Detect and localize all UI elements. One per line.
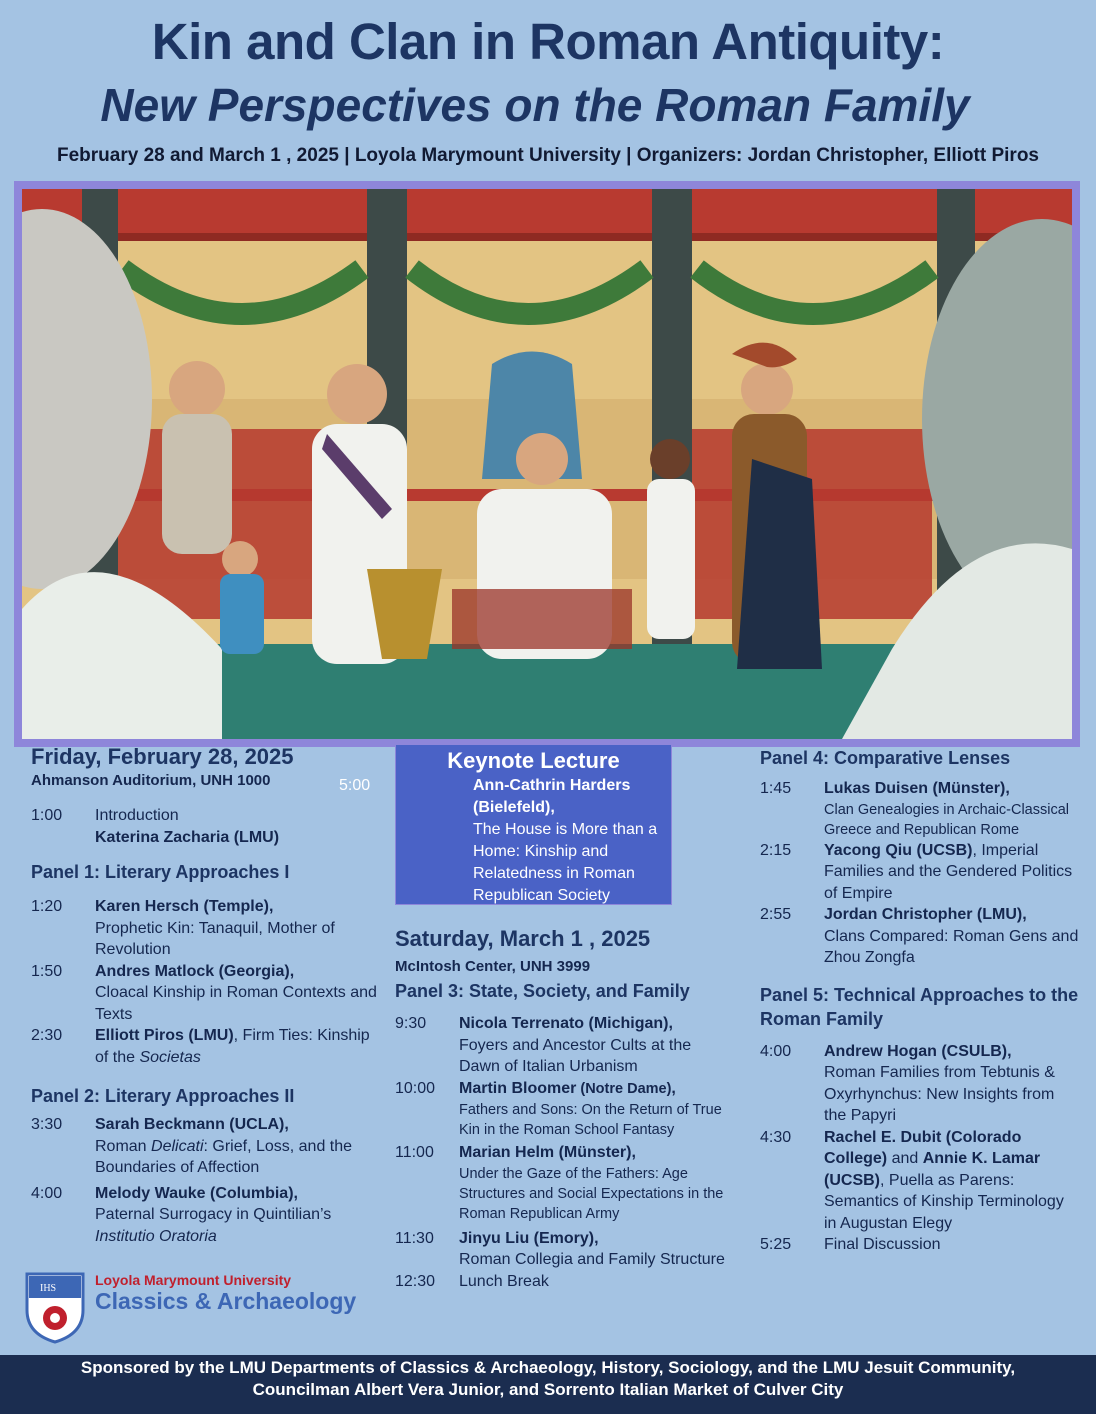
- talk-title-italic: Societas: [139, 1048, 201, 1066]
- speaker-name: Rachel E. Dubit (Colorado College): [824, 1128, 1022, 1167]
- time-label: 4:00: [31, 1184, 63, 1202]
- speaker-name: Nicola Terrenato (Michigan),: [459, 1015, 673, 1032]
- panel-2-heading: Panel 2: Literary Approaches II: [31, 1086, 295, 1106]
- talk-title: Under the Gaze of the Fathers: Age Structures and Social Expectations in the Roman Republican Army: [459, 1165, 724, 1222]
- speaker-name: Lukas Duisen (Münster),: [824, 780, 1010, 797]
- saturday-afternoon: [760, 746, 1080, 1256]
- schedule-entry: [395, 1228, 735, 1271]
- time-label: 1:00: [31, 807, 63, 824]
- schedule-entry: [760, 840, 1080, 905]
- speaker-name: Jordan Christopher (LMU),: [824, 906, 1027, 923]
- talk-title: Roman Collegia and Family Structure: [459, 1251, 725, 1268]
- poster-title: Kin and Clan in Roman Antiquity:: [151, 13, 945, 70]
- talk-title-italic: Institutio Oratoria: [95, 1227, 217, 1245]
- schedule-entry: [395, 1271, 735, 1293]
- talk-title: Roman Families from Tebtunis & Oxyrhynchus: New Insights from the Papyri: [824, 1064, 1055, 1124]
- speaker-name: Marian Helm (Münster),: [459, 1144, 636, 1161]
- schedule-entry: [760, 1234, 1080, 1256]
- talk-title: Foyers and Ancestor Cults at the Dawn of Italian Urbanism: [459, 1036, 692, 1075]
- talk-title: Fathers and Sons: On the Return of True Kin in the Roman School Fantasy: [459, 1102, 722, 1138]
- schedule-entry: [31, 896, 381, 961]
- time-label: 11:30: [395, 1229, 434, 1247]
- svg-text:IHS: IHS: [40, 1283, 57, 1294]
- logo-university-name: Loyola Marymount University: [95, 1272, 292, 1288]
- talk-title-rest: : Grief, Loss, and the Boundaries of Affection: [95, 1137, 353, 1176]
- schedule-entry: [760, 1127, 1080, 1235]
- speaker-name: Martin Bloomer: [459, 1079, 577, 1097]
- time-label: 2:55: [760, 906, 792, 923]
- schedule-entry: [31, 1183, 381, 1248]
- entry-title: Introduction: [95, 807, 179, 824]
- talk-title: The House is More than a Home: Kinship and Relatedness in Roman Republican Society: [473, 821, 658, 904]
- speaker-name: Jinyu Liu (Emory),: [459, 1229, 599, 1247]
- panel-5-heading: Panel 5: Technical Approaches to the Roman Family: [760, 984, 1079, 1029]
- talk-title: Lunch Break: [459, 1272, 549, 1290]
- speaker-name: Katerina Zacharia (LMU): [95, 828, 280, 846]
- intro-entry: [31, 805, 381, 848]
- time-label: 11:00: [395, 1144, 434, 1161]
- speaker-name: Karen Hersch (Temple),: [95, 898, 274, 915]
- talk-title: Final Discussion: [824, 1236, 941, 1253]
- speaker-name: Sarah Beckmann (UCLA),: [95, 1116, 289, 1133]
- schedule-entry: [31, 1114, 381, 1179]
- lmu-logo: [25, 1272, 355, 1344]
- talk-title: , Puella as Parens: Semantics of Kinship Terminology in Augustan Elegy: [824, 1171, 1064, 1232]
- sponsor-line-1: Sponsored by the LMU Departments of Classics & Archaeology, History, Sociology, and the LMU Jesuit Community,: [80, 1358, 1016, 1377]
- talk-title: Clan Genealogies in Archaic-Classical Greece and Republican Rome: [824, 801, 1070, 838]
- sponsor-footer: [0, 1355, 1096, 1414]
- keynote-heading: Keynote Lecture: [447, 748, 620, 773]
- time-label: 4:00: [760, 1042, 792, 1060]
- talk-title: Roman: [95, 1137, 152, 1155]
- talk-title: , Firm Ties: Kinship of the: [95, 1027, 370, 1066]
- talk-title-italic: Delicati: [151, 1137, 204, 1155]
- logo-department-name: Classics & Archaeology: [95, 1288, 357, 1314]
- poster-subtitle: New Perspectives on the Roman Family: [100, 79, 970, 131]
- talk-title: Cloacal Kinship in Roman Contexts and Texts: [95, 984, 377, 1023]
- time-label: 5:25: [760, 1236, 792, 1253]
- talk-title: , Imperial Families and the Gendered Politics of Empire: [824, 841, 1073, 902]
- keynote-box: [339, 744, 672, 905]
- panel-3-heading: Panel 3: State, Society, and Family: [395, 981, 690, 1001]
- speaker-name: Yacong Qiu (UCSB): [824, 841, 973, 859]
- schedule-entry: 10:00 Martin Bloomer (Notre Dame), Fathers and Sons: On the Return of True Kin in the Roman School Fantasy: [395, 1078, 735, 1141]
- schedule-entry: [31, 961, 381, 1026]
- lmu-shield-icon: [25, 1272, 85, 1344]
- talk-title: Clans Compared: Roman Gens and Zhou Zongfa: [824, 927, 1079, 966]
- panel-1-heading: Panel 1: Literary Approaches I: [31, 862, 290, 882]
- saturday-schedule: [395, 928, 735, 1292]
- speaker-name: Ann-Cathrin Harders (Bielefeld),: [473, 777, 631, 816]
- time-label: 2:15: [760, 841, 792, 859]
- time-label: 1:50: [31, 962, 63, 980]
- speaker-name: Andrew Hogan (CSULB),: [824, 1042, 1012, 1060]
- speaker-name: Annie K. Lamar (UCSB): [824, 1150, 1041, 1189]
- schedule-entry: [395, 1142, 735, 1224]
- time-label: 12:30: [395, 1272, 436, 1290]
- talk-title: Paternal Surrogacy in Quintilian’s: [95, 1206, 332, 1223]
- time-label: 2:30: [31, 1027, 63, 1044]
- time-label: 4:30: [760, 1128, 792, 1146]
- keynote-entry: [339, 775, 671, 907]
- speaker-name: Melody Wauke (Columbia),: [95, 1184, 298, 1202]
- time-label: 1:20: [31, 898, 63, 915]
- time-label: 3:30: [31, 1116, 63, 1133]
- time-label: 10:00: [395, 1079, 436, 1097]
- saturday-venue: McIntosh Center, UNH 3999: [395, 957, 591, 975]
- event-details: February 28 and March 1 , 2025 | Loyola Marymount University | Organizers: Jordan Christopher, Elliott Piros: [56, 145, 1039, 166]
- schedule-entry: [760, 778, 1080, 840]
- saturday-date: Saturday, March 1 , 2025: [395, 926, 651, 951]
- speaker-name: Andres Matlock (Georgia),: [95, 962, 295, 980]
- sponsor-line-2: Councilman Albert Vera Junior, and Sorrento Italian Market of Culver City: [252, 1380, 844, 1399]
- time-label: 1:45: [760, 780, 792, 797]
- time-label: 9:30: [395, 1015, 427, 1032]
- schedule-entry: [31, 1025, 381, 1068]
- speaker-name: Elliott Piros (LMU): [95, 1027, 234, 1044]
- schedule-entry: [395, 1013, 735, 1078]
- talk-title: Prophetic Kin: Tanaquil, Mother of Revolution: [95, 919, 335, 958]
- time-label: 5:00: [339, 777, 371, 794]
- speaker-affiliation: (Notre Dame): [576, 1080, 672, 1097]
- conjunction: and: [887, 1150, 923, 1167]
- roman-family-illustration: [14, 181, 1080, 747]
- schedule-entry: [760, 904, 1080, 969]
- panel-4-heading: Panel 4: Comparative Lenses: [760, 748, 1011, 768]
- friday-schedule: [31, 746, 381, 1247]
- friday-venue: Ahmanson Auditorium, UNH 1000: [31, 771, 271, 789]
- friday-date: Friday, February 28, 2025: [31, 744, 294, 769]
- schedule-entry: [760, 1041, 1080, 1127]
